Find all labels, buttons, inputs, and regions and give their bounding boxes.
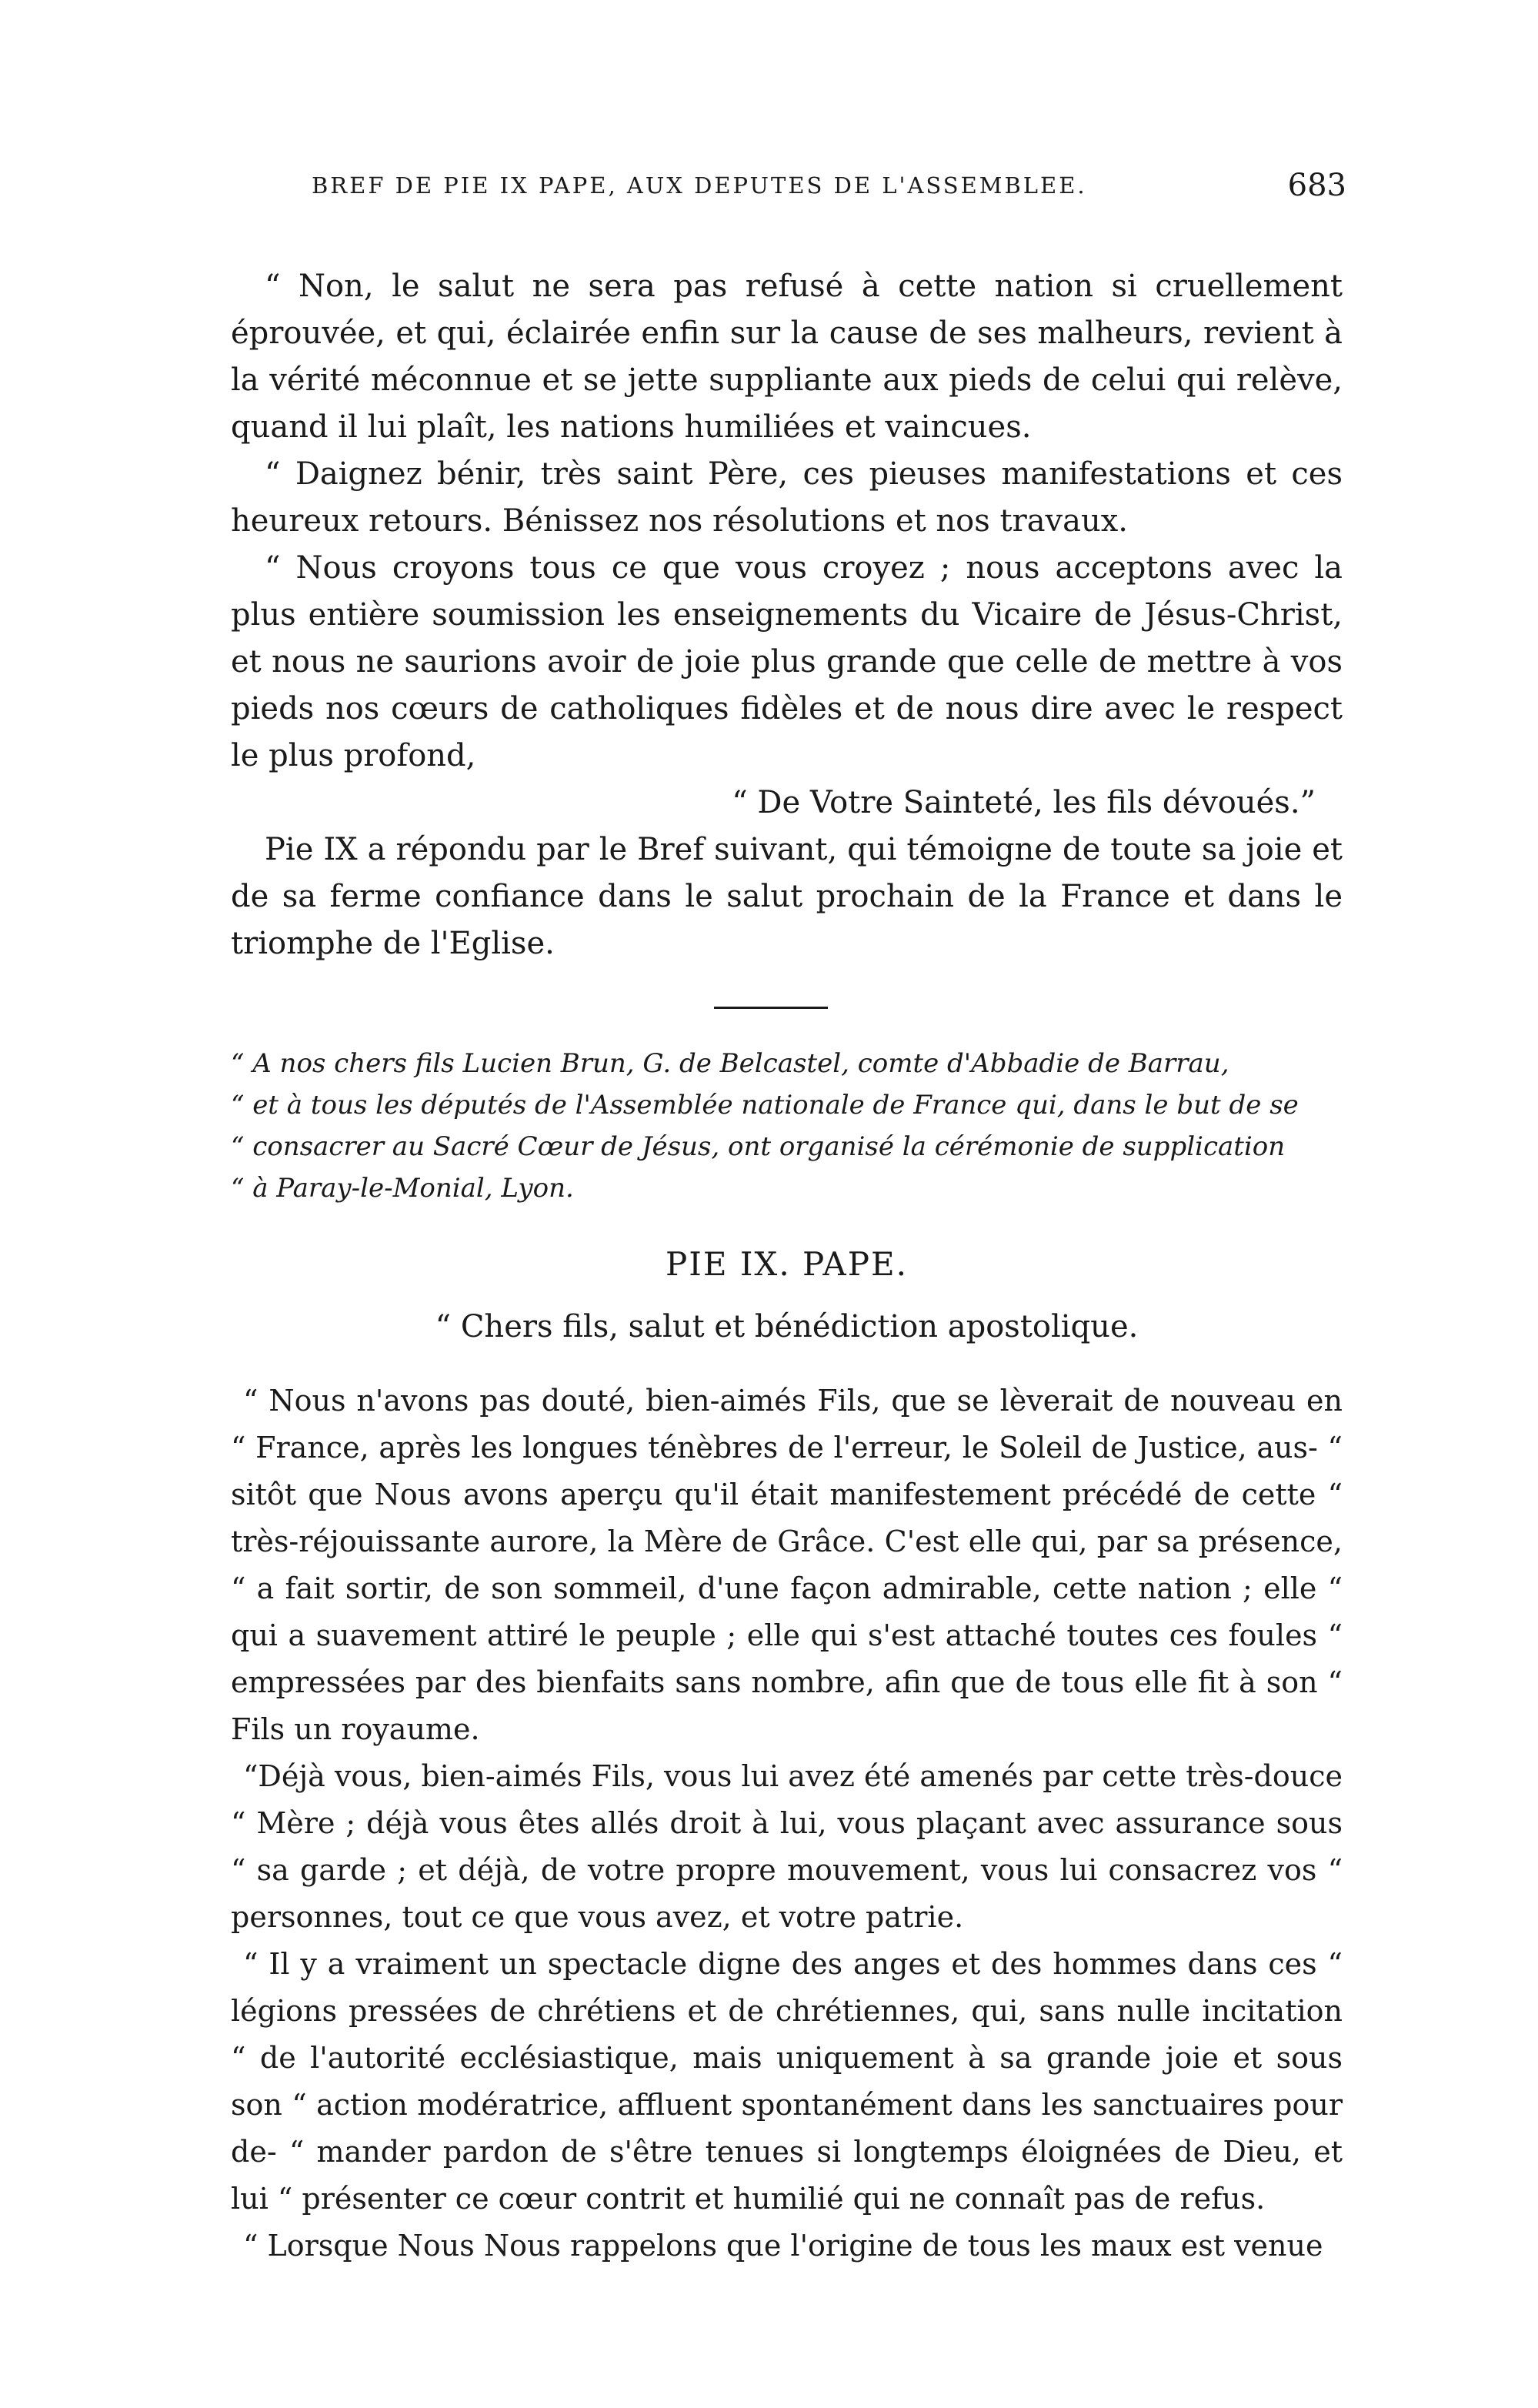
bref-paragraph-2: “Déjà vous, bien-aimés Fils, vous lui avez été amenés par cette très-douce “ Mère ; déjà vous êtes allés droit à lui, vous plaçant avec assurance sous “ sa garde ; et déjà, de votre propre mouvement, vous lui consacrez vos “ personnes, tout ce que vous avez, et votre patrie. (231, 1759, 1343, 1934)
bref-heading: PIE IX. PAPE. (665, 1245, 909, 1283)
running-head: BREF DE PIE IX PAPE, AUX DEPUTES DE L'ASSEMBLEE. (312, 172, 1087, 199)
bref-address (231, 1043, 1343, 1209)
bref-address-line-1: “ A nos chers fils Lucien Brun, G. de Belcastel, comte d'Abbadie de Barrau, (231, 1048, 1229, 1079)
bref-paragraph-3: “ Il y a vraiment un spectacle digne des anges et des hommes dans ces “ légions pressées de chrétiens et de chrétiennes, qui, sans nulle incitation “ de l'autorité ecclésiastique, mais uniquement à sa grande joie et sous son “ action modératrice, affluent spontanément dans les sanctuaires pour de- “ mander pardon de s'être tenues si longtemps éloignées de Dieu, et lui “ présenter ce cœur contrit et humilié qui ne connaît pas de refus. (231, 1947, 1343, 2216)
deputies-address (231, 263, 1343, 967)
page-header (231, 168, 1346, 219)
address-paragraph-3: “ Nous croyons tous ce que vous croyez ; nous acceptons avec la plus entière soumission les enseignements du Vicaire de Jésus-Christ, et nous ne saurions avoir de joie plus grande que celle de mettre à vos pieds nos cœurs de catholiques fidèles et de nous dire avec le respect le plus profond, (231, 550, 1343, 773)
signature-line: “ De Votre Sainteté, les fils dévoués.” (732, 785, 1316, 820)
bref-body (231, 1378, 1343, 2269)
bref-salutation: “ Chers fils, salut et bénédiction apostolique. (435, 1309, 1139, 1344)
address-paragraph-1: “ Non, le salut ne sera pas refusé à cette nation si cruellement éprouvée, et qui, éclairée enfin sur la cause de ses malheurs, revient à la vérité méconnue et se jette suppliante aux pieds de celui qui relève, quand il lui plaît, les nations humiliées et vaincues. (231, 269, 1343, 445)
section-divider (714, 1007, 828, 1009)
address-paragraph-2: “ Daignez bénir, très saint Père, ces pieuses manifestations et ces heureux retours. Bénissez nos résolutions et nos travaux. (231, 456, 1343, 539)
bref-paragraph-4: “ Lorsque Nous Nous rappelons que l'origine de tous les maux est venue (243, 2229, 1323, 2263)
bref-address-line-3: “ consacrer au Sacré Cœur de Jésus, ont organisé la cérémonie de supplication (231, 1131, 1286, 1162)
bref-paragraph-1: “ Nous n'avons pas douté, bien-aimés Fils, que se lèverait de nouveau en “ France, après les longues ténèbres de l'erreur, le Soleil de Justice, aus- “ sitôt que Nous avons aperçu qu'il était manifestement précédé de cette “ très-réjouissante aurore, la Mère de Grâce. C'est elle qui, par sa présence, “ a fait sortir, de son sommeil, d'une façon admirable, cette nation ; elle “ qui a suavement attiré le peuple ; elle qui s'est attaché toutes ces foules “ empressées par des bienfaits sans nombre, afin que de tous elle fit à son “ Fils un royaume. (231, 1384, 1343, 1746)
narrative-paragraph: Pie IX a répondu par le Bref suivant, qui témoigne de toute sa joie et de sa ferme confiance dans le salut prochain de la France et dans le triomphe de l'Eglise. (231, 832, 1343, 961)
bref-address-line-4: “ à Paray-le-Monial, Lyon. (231, 1173, 574, 1204)
bref-address-line-2: “ et à tous les députés de l'Assemblée nationale de France qui, dans le but de se (231, 1090, 1299, 1121)
page-number: 683 (1287, 168, 1346, 203)
